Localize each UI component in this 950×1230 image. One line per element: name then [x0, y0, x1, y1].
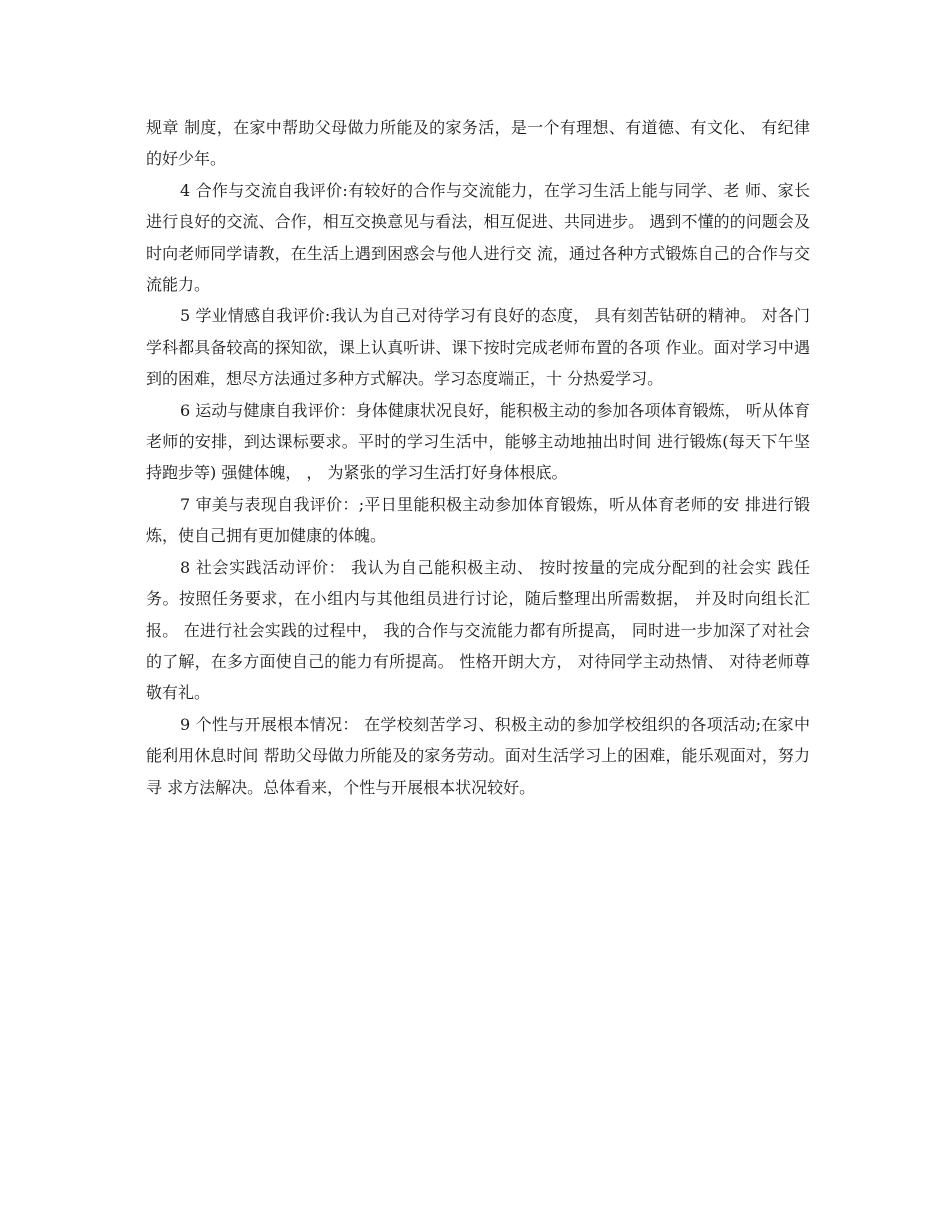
paragraph-item-8-social-practice: 8 社会实践活动评价： 我认为自己能积极主动、 按时按量的完成分配到的社会实 践任务。按照任务要求，在小组内与其他组员进行讨论，随后整理出所需数据， 并及时向组长汇报。 在进行社会实践的过程中， 我的合作与交流能力都有所提高， 同时进一步加深了对社会的了解，在多方面使自己的能力有所提高。 性格开朗大方， 对待同学主动热情、 对待老师尊敬有礼。 — [146, 557, 810, 703]
paragraph-item-6-sports-health: 6 运动与健康自我评价：身体健康状况良好，能积极主动的参加各项体育锻炼， 听从体育老师的安排，到达课标要求。平时的学习生活中，能够主动地抽出时间 进行锻炼(每天下午坚持跑步等) 强健体魄， ， 为紧张的学习生活打好身体根底。 — [146, 400, 810, 483]
paragraph-item-5-study-attitude: 5 学业情感自我评价:我认为自己对待学习有良好的态度， 具有刻苦钻研的精神。 对各门学科都具备较高的探知欲，课上认真听讲、课下按时完成老师布置的各项 作业。面对学习中遇到的困难，想尽方法通过多种方式解决。学习态度端正，十 分热爱学习。 — [146, 306, 810, 389]
paragraph-item-7-aesthetics: 7 审美与表现自我评价：;平日里能积极主动参加体育锻炼，听从体育老师的安 排进行锻炼，使自己拥有更加健康的体魄。 — [146, 494, 810, 546]
paragraph-item-9-personality: 9 个性与开展根本情况： 在学校刻苦学习、积极主动的参加学校组织的各项活动;在家中能利用休息时间 帮助父母做力所能及的家务劳动。面对生活学习上的困难，能乐观面对，努力寻 求方法解决。总体看来，个性与开展根本状况较好。 — [146, 714, 810, 797]
paragraph-item-4-cooperation: 4 合作与交流自我评价:有较好的合作与交流能力，在学习生活上能与同学、老 师、家长进行良好的交流、合作，相互交换意见与看法，相互促进、共同进步。 遇到不懂的的问题会及时向老师同学请教，在生活上遇到困惑会与他人进行交 流，通过各种方式锻炼自己的合作与交流能力。 — [146, 180, 810, 295]
paragraph-1: 规章 制度，在家中帮助父母做力所能及的家务活，是一个有理想、有道德、有文化、 有纪律的好少年。 — [146, 118, 810, 169]
document-body — [146, 112, 810, 803]
